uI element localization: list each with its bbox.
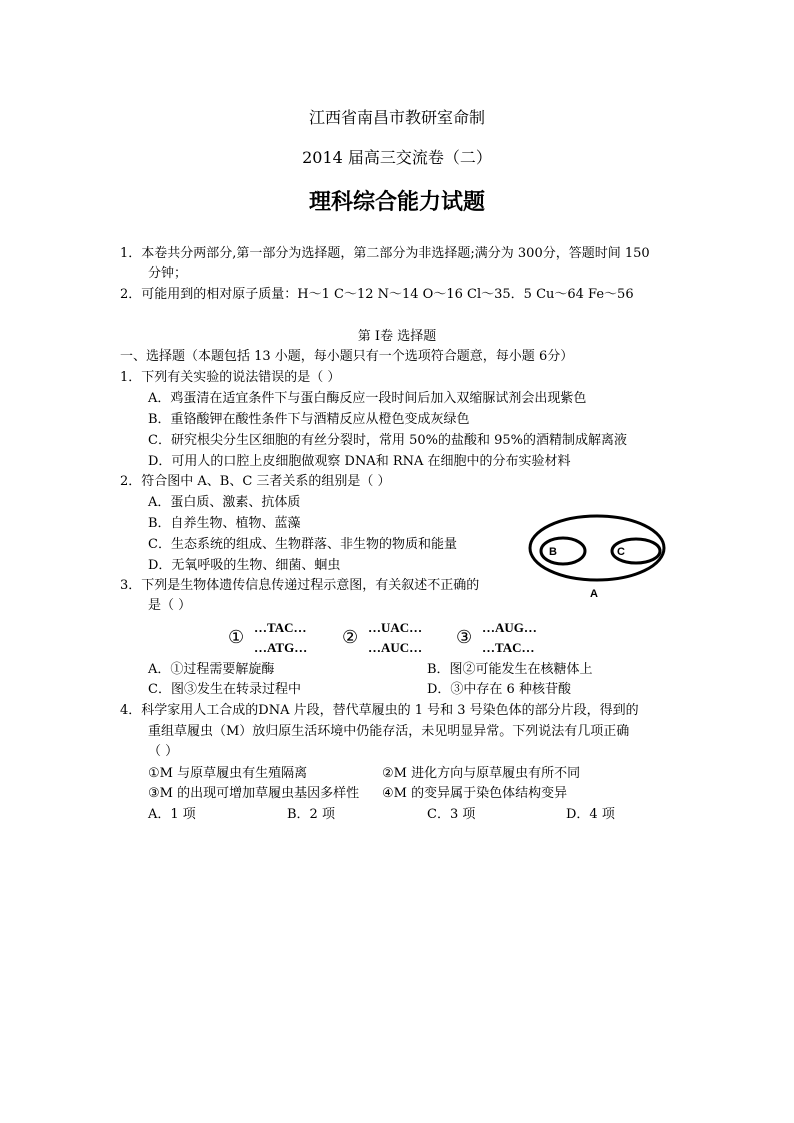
q1-option-c: C．研究根尖分生区细胞的有丝分裂时，常用 50%的盐酸和 95%的酒精制成解离液 bbox=[148, 433, 628, 448]
q3-option-b: B．图②可能发生在核糖体上 bbox=[427, 662, 593, 677]
q3-stem-line2: 是（ ） bbox=[148, 598, 192, 613]
q4-statement-4: ④M 的变异属于染色体结构变异 bbox=[382, 786, 568, 801]
note-1-cont: 分钟； bbox=[148, 266, 188, 281]
q4-stem-line1: 4．科学家用人工合成的DNA 片段，替代草履虫的 1 号和 3 号染色体的部分片段，得到的 bbox=[120, 703, 639, 718]
q1-stem: 1．下列有关实验的说法错误的是（ ） bbox=[120, 370, 341, 385]
q2-venn-figure bbox=[527, 513, 667, 603]
strand-3-bottom: …TAC… bbox=[482, 640, 535, 655]
q2-option-c: C．生态系统的组成、生物群落、非生物的物质和能量 bbox=[148, 537, 457, 552]
strand-1-top: …TAC… bbox=[254, 620, 307, 635]
strand-2-top: …UAC… bbox=[368, 620, 423, 635]
q1-option-a: A．鸡蛋清在适宜条件下与蛋白酶反应一段时间后加入双缩脲试剂会出现紫色 bbox=[148, 391, 587, 406]
subject-title: 理科综合能力试题 bbox=[308, 189, 485, 215]
q4-statement-2: ②M 进化方向与原草履虫有所不同 bbox=[382, 766, 581, 781]
q4-option-b: B．2 项 bbox=[287, 807, 335, 822]
strand-3-top: …AUG… bbox=[482, 620, 537, 635]
q3-option-d: D．③中存在 6 种核苷酸 bbox=[427, 682, 571, 697]
q3-option-a: A．①过程需要解旋酶 bbox=[148, 662, 275, 677]
q4-option-d: D．4 项 bbox=[566, 807, 615, 822]
q4-stem-line2: 重组草履虫（M）放归原生活环境中仍能存活，未见明显异常。下列说法有几项正确 bbox=[148, 724, 630, 739]
q4-stem-line3: （ ） bbox=[148, 744, 179, 759]
note-2: 2．可能用到的相对原子质量：H～1 C～12 N～14 O～16 Cl～35．5 Cu～64 Fe～56 bbox=[120, 287, 634, 302]
q3-strand-figure bbox=[226, 616, 556, 658]
q3-stem-line1: 3．下列是生物体遗传信息传递过程示意图，有关叙述不正确的 bbox=[120, 578, 480, 593]
q1-option-d: D．可用人的口腔上皮细胞做观察 DNA和 RNA 在细胞中的分布实验材料 bbox=[148, 454, 571, 469]
ellipse-b bbox=[541, 538, 585, 564]
q1-option-b: B．重铬酸钾在酸性条件下与酒精反应从橙色变成灰绿色 bbox=[148, 412, 470, 427]
label-a: A bbox=[590, 588, 598, 600]
q2-option-a: A．蛋白质、激素、抗体质 bbox=[148, 495, 301, 510]
part-intro: 一、选择题（本题包括 13 小题，每小题只有一个选项符合题意，每小题 6分） bbox=[120, 349, 574, 364]
q4-option-a: A．1 项 bbox=[148, 807, 196, 822]
strand-2-bottom: …AUC… bbox=[368, 640, 423, 655]
q2-option-d: D．无氧呼吸的生物、细菌、蛔虫 bbox=[148, 558, 341, 573]
q2-stem: 2．符合图中 A、B、C 三者关系的组别是（ ） bbox=[120, 474, 391, 489]
strand-1-bottom: …ATG… bbox=[254, 640, 308, 655]
section-title: 第 I卷 选择题 bbox=[357, 329, 437, 344]
q4-statement-3: ③M 的出现可增加草履虫基因多样性 bbox=[148, 786, 360, 801]
q2-option-b: B．自养生物、植物、蓝藻 bbox=[148, 516, 301, 531]
note-1: 1．本卷共分两部分,第一部分为选择题，第二部分为非选择题;满分为 300分，答题时间 150 bbox=[120, 246, 650, 261]
exam-title: 2014 届高三交流卷（二） bbox=[302, 148, 492, 167]
strand-3-number: ③ bbox=[456, 627, 473, 648]
q4-statement-1: ①M 与原草履虫有生殖隔离 bbox=[148, 766, 308, 781]
label-b: B bbox=[549, 546, 557, 558]
strand-1-number: ① bbox=[228, 627, 245, 648]
q4-option-c: C．3 项 bbox=[427, 807, 476, 822]
label-c: C bbox=[617, 546, 625, 558]
q3-option-c: C．图③发生在转录过程中 bbox=[148, 682, 301, 697]
issuer-line: 江西省南昌市教研室命制 bbox=[308, 108, 485, 127]
strand-2-number: ② bbox=[342, 627, 359, 648]
